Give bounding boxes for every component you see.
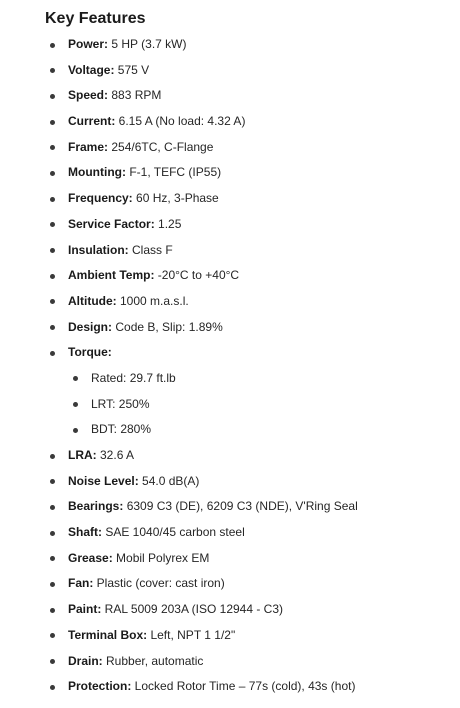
list-item [0,58,460,84]
bullet-icon [50,120,55,125]
bullet-icon [73,376,78,381]
list-item-text [68,160,221,186]
feature-value: Rated: 29.7 ft.lb [91,370,176,385]
feature-key: Frame: [68,139,109,154]
feature-value: RAL 5009 203A (ISO 12944 - C3) [101,602,284,617]
bullet-icon [50,633,55,638]
list-item-text [68,135,213,161]
feature-value: Left, NPT 1 1/2" [147,627,236,642]
feature-value: 575 V [114,62,150,77]
bullet-icon [50,325,55,330]
bullet-icon [50,685,55,690]
list-item [0,443,460,469]
list-item-text [68,571,225,597]
sub-list-item [0,366,460,392]
feature-key: Altitude: [68,293,117,308]
list-item-text [68,58,149,84]
feature-key: Mounting: [68,165,126,180]
bullet-icon [50,479,55,484]
list-item-text [68,494,358,520]
list-item-text [68,469,199,495]
list-item [0,520,460,546]
feature-key: Paint: [68,602,102,617]
list-item-text [68,546,209,572]
feature-value: Locked Rotor Time – 77s (cold), 43s (hot) [131,679,356,694]
list-item-text [68,649,203,675]
feature-key: Bearings: [68,499,124,514]
feature-key: Design: [68,319,113,334]
list-item-text [68,443,134,469]
feature-value: 60 Hz, 3-Phase [132,191,219,206]
list-item-text [91,392,149,418]
feature-value: Plastic (cover: cast iron) [93,576,225,591]
list-item [0,674,460,700]
feature-key: Power: [68,37,109,51]
bullet-icon [50,171,55,176]
feature-key: Frequency: [68,191,133,206]
feature-value: BDT: 280% [91,422,152,437]
list-item-text [91,417,151,443]
sub-list-item [0,417,460,443]
feature-key: Protection: [68,679,132,694]
list-item [0,546,460,572]
bullet-icon [73,428,78,433]
list-item [0,135,460,161]
bullet-icon [50,299,55,304]
list-item [0,623,460,649]
section-heading: Key Features [45,10,146,27]
sub-list-item [0,392,460,418]
feature-value: 32.6 A [96,448,135,462]
list-item-text [68,597,283,623]
list-item-text [91,366,176,392]
list-item-text [68,315,223,341]
feature-value: LRT: 250% [91,396,150,411]
bullet-icon [50,531,55,536]
bullet-icon [50,351,55,356]
bullet-icon [50,505,55,510]
feature-value: Code B, Slip: 1.89% [112,319,223,334]
list-item [0,186,460,212]
list-item-text [68,289,189,315]
list-item [0,83,460,109]
list-item-text [68,212,181,238]
list-item-text [68,263,239,289]
list-item [0,212,460,238]
list-item [0,289,460,315]
feature-key: Shaft: [68,525,102,540]
feature-key: Terminal Box: [68,627,148,642]
feature-key: Service Factor: [68,216,155,231]
feature-list [0,32,460,700]
feature-value: SAE 1040/45 carbon steel [102,525,245,540]
bullet-icon [50,68,55,73]
bullet-icon [50,582,55,587]
feature-key: Noise Level: [68,473,139,488]
feature-key: Ambient Temp: [68,268,155,283]
bullet-icon [50,659,55,664]
feature-key: Speed: [68,88,109,103]
feature-key: Torque: [68,345,112,360]
feature-value: 54.0 dB(A) [138,473,200,488]
list-item [0,160,460,186]
list-item [0,32,460,58]
feature-value: Mobil Polyrex EM [112,550,210,565]
list-item [0,494,460,520]
feature-value: Class F [128,242,173,257]
bullet-icon [50,274,55,279]
list-item [0,469,460,495]
feature-key: Current: [68,114,116,129]
feature-key: LRA: [68,448,97,462]
list-item [0,315,460,341]
bullet-icon [50,145,55,150]
list-item [0,263,460,289]
list-item-text [68,32,186,58]
feature-key: Fan: [68,576,94,591]
feature-key: Insulation: [68,242,129,257]
feature-value: 1000 m.a.s.l. [116,293,189,308]
feature-value: 254/6TC, C-Flange [108,139,214,154]
feature-key: Grease: [68,550,113,565]
bullet-icon [50,197,55,202]
bullet-icon [50,556,55,561]
bullet-icon [50,94,55,99]
list-item-text [68,186,219,212]
list-item [0,649,460,675]
list-item [0,340,460,366]
feature-value: 5 HP (3.7 kW) [108,37,187,51]
bullet-icon [73,402,78,407]
feature-value: 883 RPM [108,88,162,103]
list-item [0,109,460,135]
feature-value: 6.15 A (No load: 4.32 A) [115,114,246,129]
bullet-icon [50,222,55,227]
bullet-icon [50,608,55,613]
list-item-text [68,83,161,109]
bullet-icon [50,43,55,48]
feature-value: 1.25 [154,216,182,231]
list-item [0,238,460,264]
list-item-text [68,238,173,264]
feature-value: F-1, TEFC (IP55) [125,165,222,180]
feature-key: Drain: [68,653,103,668]
list-item-text [68,340,112,366]
list-item [0,571,460,597]
list-item-text [68,520,245,546]
list-item-text [68,623,235,649]
bullet-icon [50,454,55,459]
bullet-icon [50,248,55,253]
feature-value: -20°C to +40°C [154,268,240,283]
list-item-text [68,674,355,700]
feature-value: Rubber, automatic [102,653,204,668]
feature-key: Voltage: [68,62,115,77]
list-item [0,597,460,623]
list-item-text [68,109,245,135]
feature-value: 6309 C3 (DE), 6209 C3 (NDE), V'Ring Seal [123,499,358,514]
